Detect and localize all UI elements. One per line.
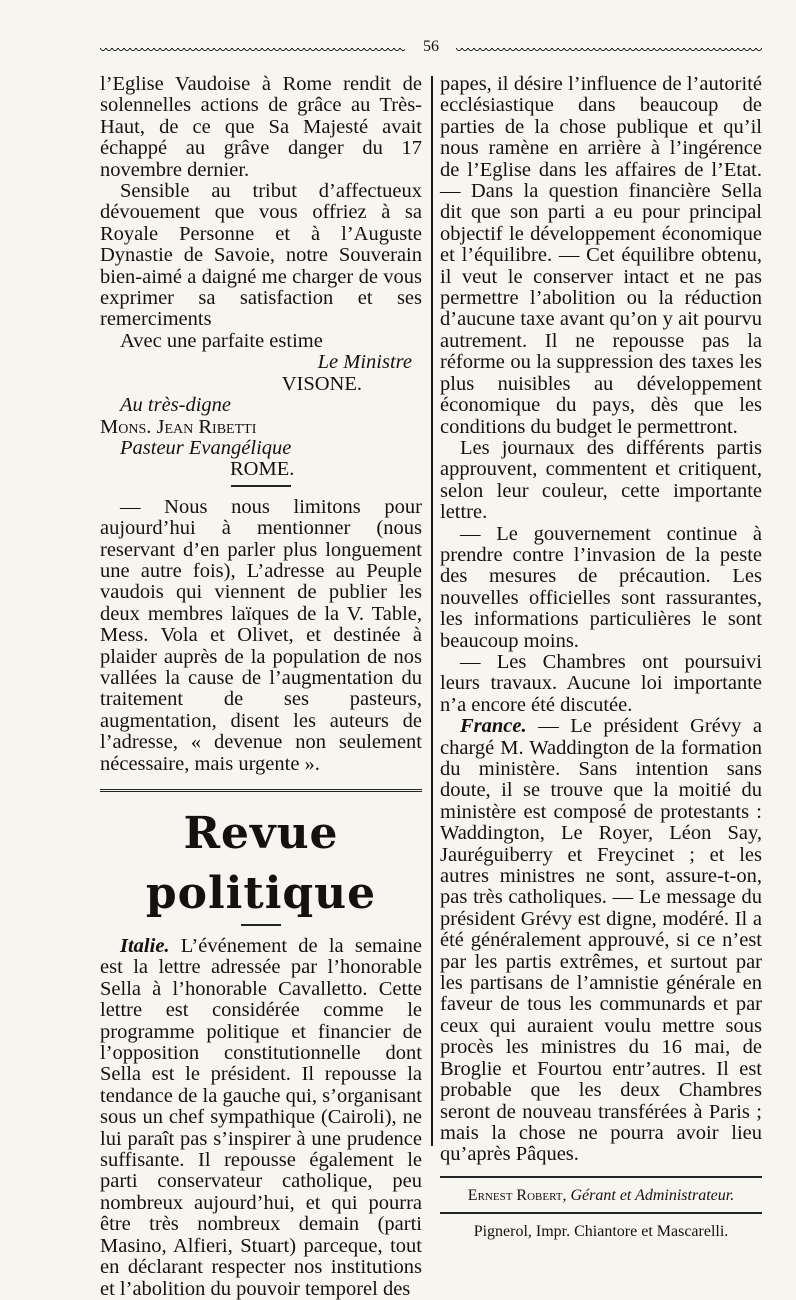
- footer-rule-top: [440, 1176, 762, 1178]
- separator-dash: [231, 485, 291, 487]
- france-text: — Le président Grévy a chargé M. Waddington de la formation du ministère. Sans intention sans doute, il se trouve que la moitié du ministère est composé de protestants : Waddington, Le Royer, Léon Say, Jauréguiberry et Freycinet ; et les autres ministres ne sont, assure-t-on, pas très catholiques. — Le message du président Grévy est digne, modéré. Il a été généralement approuvé, si ce n’est par les partis extrêmes, et surtout par les partisans de l’amnistie générale en faveur de tous les communards et par ceux qui auraient voulu mettre sous procès les ministres du 16 mai, de Broglie et Fourtou entr’autres. Il est probable que les deux Chambres seront de nouveau transférées à Paris ; mais la chose ne pourra avoir lieu qu’après Pâques.: [440, 715, 763, 1166]
- addressee-line-3: Pasteur Evangélique: [120, 436, 292, 459]
- header-wavy-rule-right: [456, 48, 762, 54]
- left-column: [100, 74, 422, 1300]
- section-title: Revue politique: [145, 808, 377, 919]
- section-double-rule: [100, 789, 422, 794]
- letter-paragraph: Sensible au tribut d’affectueux dévouement que vous offriez à sa Royale Personne et à l’Auguste Dynastie de Savoie, notre Souverain bien-aimé a daigné me charger de vous exprimer sa satisfaction et ses remerciments: [100, 180, 422, 331]
- chambres-paragraph: — Les Chambres ont poursuivi leurs travaux. Aucune loi importante n’a encore été discutée.: [440, 650, 762, 716]
- italie-paragraph: [100, 936, 422, 1300]
- italie-label: Italie.: [120, 935, 170, 957]
- addressee-line-1: Au très-digne: [120, 394, 232, 417]
- page-header: [100, 38, 762, 62]
- signature-name: VISONE.: [281, 372, 362, 395]
- addressee-line-4: ROME.: [230, 458, 295, 481]
- italie-text: L’événement de la semaine est la lettre adressée par l’honorable Sella à l’honorable Cavalletto. Cette lettre est considérée comme le programme politique et financier de l’opposition constitutionnelle dont Sella est le président. Il repousse la tendance de la gauche qui, s’organisant sous un chef sympathique (Cairoli), ne lui paraît pas s’inspirer à une prudence suffisante. Il repousse également le parti conservateur catholique, peu nombreux aujourd’hui, et qui pourra être très nombreux demain (parti Masino, Alfieri, Stuart) parceque, tout en déclarant respecter nos institutions et l’abolition du pouvoir temporel des: [100, 935, 423, 1300]
- addressee-line-2: Mons. Jean Ribetti: [100, 415, 257, 438]
- gerant-name: Ernest Robert,: [467, 1186, 567, 1204]
- letter-closing: Avec une parfaite estime: [120, 329, 323, 352]
- title-dash: [241, 924, 281, 926]
- column-divider: [431, 76, 433, 1146]
- italie-continued: papes, il désire l’influence de l’autorité ecclésiastique dans beaucoup de parties de la chose publique et qu’il nous ramène en arrière à l’ingérence de l’Eglise dans les affaires de l’Etat. — Dans la question financière Sella dit que son parti a eu pour principal objectif le développement économique et l’équilibre. — Cet équilibre obtenu, il veut le conserver intact et ne pas permettre l’abolition ou la réduction d’aucune taxe avant qu’on y ait pourvu autrement. Il ne repousse pas la réforme ou la suppression des taxes les plus nuisibles au développement économique du pays, dès que les conditions du budget le permettront.: [440, 73, 762, 438]
- letter-ending: l’Eglise Vaudoise à Rome rendit de solennelles actions de grâce au Très-Haut, de ce que Sa Majesté avait échappé au grâve danger du 17 novembre dernier.: [100, 73, 422, 181]
- page-number: 56: [423, 38, 439, 55]
- france-label: France.: [460, 715, 527, 738]
- footer-gerant: [440, 1184, 762, 1208]
- peste-paragraph: — Le gouvernement continue à prendre contre l’invasion de la peste des mesures de précaution. Les nouvelles officielles sont rassurantes, les informations particulières le sont beaucoup moins.: [440, 522, 762, 652]
- signature-title: Le Ministre: [317, 351, 412, 374]
- header-wavy-rule-left: [100, 48, 405, 54]
- france-paragraph: [440, 716, 762, 1166]
- gerant-role: Gérant et Administrateur.: [570, 1186, 735, 1204]
- footer-printer: Pignerol, Impr. Chiantore et Mascarelli.: [473, 1222, 729, 1240]
- notice-paragraph: — Nous nous limitons pour aujourd’hui à mentionner (nous reservant d’en parler plus longuement une autre fois), L’adresse au Peuple vaudois qui viennent de publier les deux membres laïques de la V. Table, Mess. Vola et Olivet, et destinée à plaider auprès de la population de nos vallées la cause de l’augmentation du traitement de ses pasteurs, augmentation, disent les auteurs de l’adresse, « devenue non seulement nécessaire, mais urgente ».: [100, 495, 422, 775]
- right-column: [440, 74, 762, 1244]
- journaux-paragraph: Les journaux des différents partis approuvent, commentent et critiquent, selon leur couleur, cette importante lettre.: [440, 436, 762, 524]
